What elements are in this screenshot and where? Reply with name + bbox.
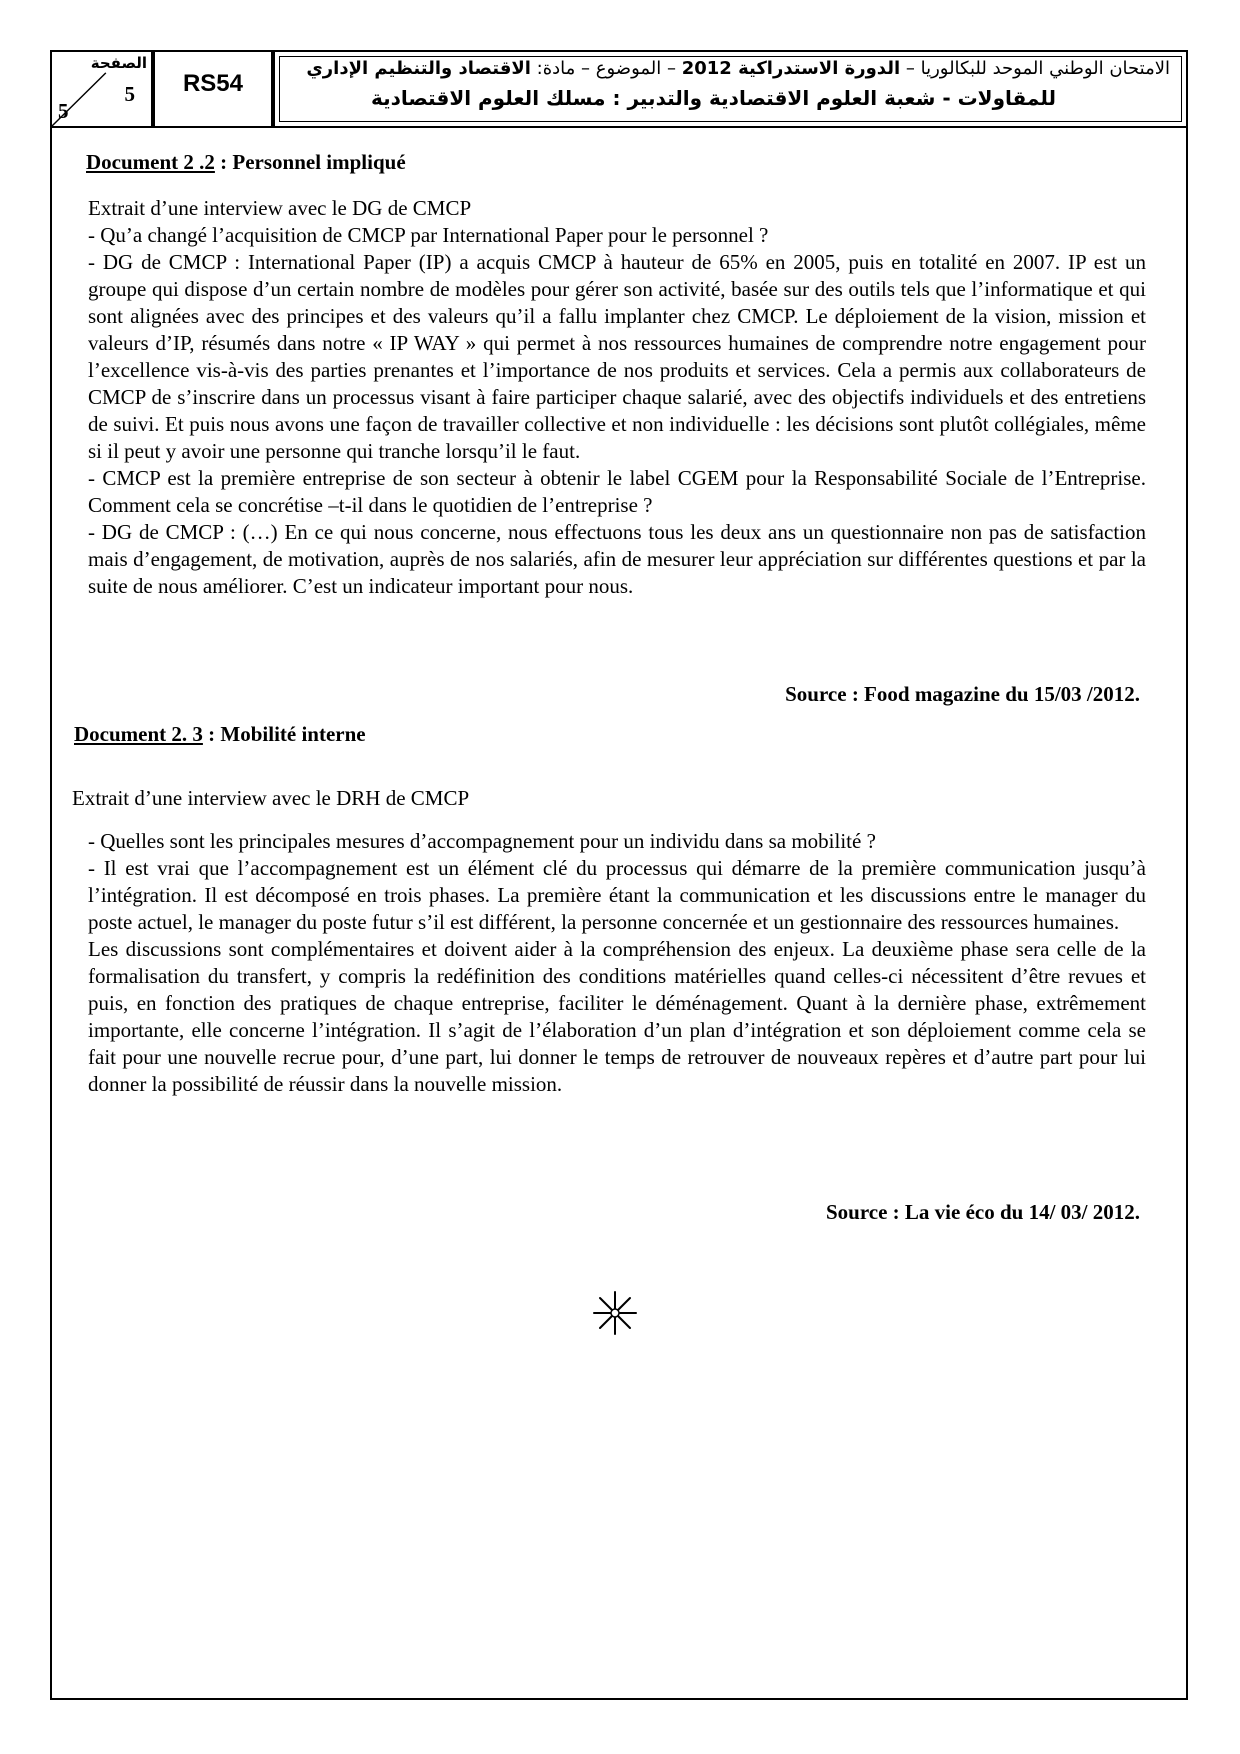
doc23-label: Document 2. 3: [74, 722, 203, 746]
page-word: الصفحة: [90, 54, 147, 72]
doc22-body: [88, 195, 1146, 600]
doc22-heading: [86, 150, 406, 175]
doc23-paragraph: Les discussions sont complémentaires et doivent aider à la compréhension des enjeux. La deuxième phase sera celle de la formalisation du transfert, y compris la redéfinition des conditions matérielles quand celles-ci nécessitent d’être revues et puis, en fonction des pratiques de chaque entreprise, faciliter le déménagement. Quant à la dernière phase, extrêmement importante, elle concerne l’intégration. Il s’agit de l’élaboration d’un plan d’intégration et son déploiement comme cela se fait pour une nouvelle recrue pour, d’une part, lui donner le temps de retrouver de nouveaux repères et d’autre part pour lui donner la possibilité de réussir dans la nouvelle mission.: [88, 937, 1146, 1096]
page-number: 5: [124, 82, 135, 106]
exam-code: RS54: [182, 70, 244, 97]
doc22-paragraph: - DG de CMCP : International Paper (IP) a acquis CMCP à hauteur de 65% en 2005, puis en totalité en 2007. IP est un groupe qui dispose d’un certain nombre de modèles pour gérer son activité, basée sur des outils tels que l’informatique et qui sont alignées avec des principes et des valeurs qu’il a fallu implanter chez CMCP. Le déploiement de la vision, mission et valeurs d’IP, résumés dans notre « IP WAY » qui permet à nos ressources humaines de comprendre notre engagement pour l’excellence vis-à-vis des parties prenantes et l’importance de nos produits et services. Cela a permis aux collaborateurs de CMCP de s’inscrire dans un processus visant à faire participer chaque salarié, avec des objectifs individuels et des entretiens de suivi. Et puis nous avons une façon de travailler collective et non individuelle : les décisions sont plutôt collégiales, même si il peut y avoir une personne qui tranche lorsqu’il le faut.: [88, 250, 1146, 463]
star-ornament-icon: [592, 1290, 638, 1336]
doc22-paragraph: - CMCP est la première entreprise de son secteur à obtenir le label CGEM pour la Responsabilité Sociale de l’Entreprise. Comment cela se concrétise –t-il dans le quotidien de l’entreprise ?: [88, 466, 1146, 517]
page-number-box: [50, 50, 153, 128]
exam-header: [50, 50, 1188, 128]
doc22-paragraph: - Qu’a changé l’acquisition de CMCP par International Paper pour le personnel ?: [88, 223, 769, 247]
doc23-body: [88, 828, 1146, 1098]
doc22-intro: Extrait d’une interview avec le DG de CMCP: [88, 196, 472, 220]
doc23-heading: [74, 722, 366, 747]
exam-title-line1: [306, 58, 1170, 79]
doc23-paragraph: - Il est vrai que l’accompagnement est un élément clé du processus qui démarre de la première communication jusqu’à l’intégration. Il est décomposé en trois phases. La première étant la communication et les discussions entre le manager du poste actuel, le manager du poste futur s’il est différent, la personne concernée et un gestionnaire des ressources humaines.: [88, 856, 1146, 934]
doc22-label: Document 2 .2: [86, 150, 215, 174]
exam-code-box: [153, 50, 273, 128]
title-part1: الامتحان الوطني الموحد للبكالوريا –: [900, 58, 1170, 79]
doc23-source: Source : La vie éco du 14/ 03/ 2012.: [825, 1200, 1140, 1224]
exam-subject: الاقتصاد والتنظيم الإداري: [306, 58, 531, 79]
exam-title-line2: للمقاولات - شعبة العلوم الاقتصادية والتدبير : مسلك العلوم الاقتصادية: [370, 86, 1056, 110]
doc23-title: : Mobilité interne: [202, 722, 366, 746]
page-total: 5: [58, 99, 69, 123]
exam-session: الدورة الاستدراكية 2012: [681, 58, 901, 79]
title-part2: – الموضوع – مادة:: [530, 58, 682, 79]
doc22-title: : Personnel impliqué: [214, 150, 406, 174]
doc23-paragraph: - Quelles sont les principales mesures d’accompagnement pour un individu dans sa mobilité ?: [88, 829, 876, 853]
doc22-source: Source : Food magazine du 15/03 /2012.: [785, 682, 1140, 706]
exam-title-box: [273, 50, 1188, 128]
doc22-paragraph: - DG de CMCP : (…) En ce qui nous concerne, nous effectuons tous les deux ans un questionnaire non pas de satisfaction mais d’engagement, de motivation, auprès de nos salariés, afin de mesurer leur appréciation sur différentes questions et par la suite de nous améliorer. C’est un indicateur important pour nous.: [88, 520, 1146, 598]
doc23-intro: Extrait d’une interview avec le DRH de CMCP: [72, 786, 470, 810]
